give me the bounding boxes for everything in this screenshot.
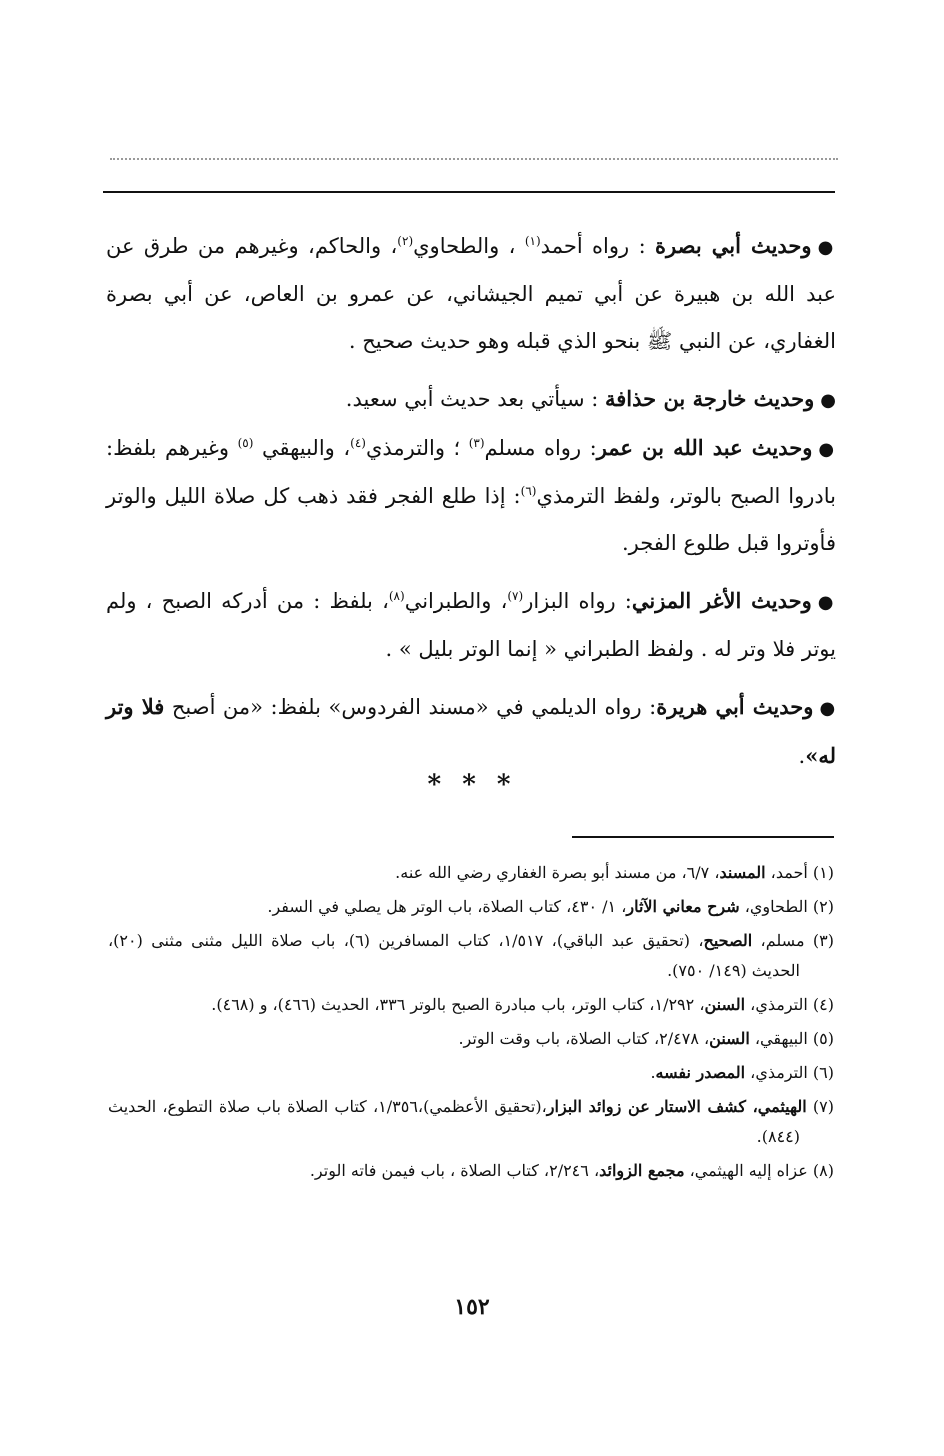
footnote-book-title: الصحيح: [703, 931, 753, 950]
footnote-ref[interactable]: (٧): [507, 589, 524, 603]
paragraph-text: ، والطحاوي: [413, 234, 525, 258]
footnote-number: (٦): [812, 1063, 834, 1082]
footnote-ref[interactable]: (٤): [350, 436, 366, 450]
footnote-number: (٥): [812, 1029, 834, 1048]
bullet-icon: ●: [817, 592, 836, 613]
footnote-text: أحمد،: [765, 863, 808, 882]
paragraph-text: : رواه الديلمي في «مسند الفردوس» بلفظ: «من أصبح: [164, 695, 657, 719]
footnote-1: [108, 858, 834, 888]
hadith-title: وحديث أبي بصرة: [655, 233, 812, 258]
footnote-text: ، ٢/٤٧٨، كتاب الصلاة، باب وقت الوتر.: [458, 1029, 710, 1048]
footnote-ref[interactable]: (٢): [397, 234, 414, 248]
hadith-title: وحديث أبي هريرة: [656, 694, 814, 719]
footnote-book-title: الهيثمي، كشف الاستار عن زوائد البزار: [546, 1097, 807, 1116]
footnote-7: [108, 1092, 834, 1152]
bullet-icon: ●: [820, 390, 836, 411]
footnote-number: (٤): [812, 995, 834, 1014]
footnote-number: (٨): [812, 1161, 834, 1180]
paragraph-abu-huraira: [106, 683, 836, 780]
footnote-text: الترمذي،: [745, 1063, 808, 1082]
dotted-header-line: [110, 158, 838, 160]
paragraph-text: : سيأتي بعد حديث أبي سعيد.: [345, 387, 605, 411]
footnote-book-title: السنن: [709, 1029, 750, 1048]
paragraph-text: .: [798, 744, 806, 768]
footnote-number: (٢): [812, 897, 834, 916]
paragraph-text: : رواه مسلم: [484, 436, 597, 460]
header-rule: [103, 191, 835, 193]
paragraph-text: : رواه أحمد: [540, 234, 656, 258]
paragraph-kharija: [106, 375, 836, 424]
paragraph-agharr: [106, 577, 836, 673]
bullet-icon: ●: [818, 439, 836, 460]
hadith-title: وحديث خارجة بن حذافة: [605, 386, 815, 411]
footnote-6: [108, 1058, 834, 1088]
footnote-8: [108, 1156, 834, 1186]
footnote-book-title: المصدر نفسه: [655, 1063, 746, 1082]
paragraph-text: ، بلفظ : من أدركه الصبح ، ولم يوتر فلا وتر له . ولفظ الطبراني « إنما الوتر بليل » .: [106, 589, 836, 661]
footnote-number: (١): [812, 863, 834, 882]
footnote-text: ، (تحقيق عبد الباقي)، ١/٥١٧، كتاب المسافرين (٦)، باب صلاة الليل مثنى مثنى (٢٠)، الحديث (١٤٩/ ٧٥٠).: [108, 931, 800, 980]
footnote-book-title: السنن: [704, 995, 746, 1014]
footnote-rule: [572, 836, 834, 838]
footnote-book-title: المسند: [719, 863, 766, 882]
hadith-title: وحديث عبد الله بن عمر: [596, 435, 813, 460]
footnote-text: .: [650, 1063, 656, 1082]
main-text: [106, 222, 836, 780]
footnote-text: ، ٦/٧، من مسند أبو بصرة الغفاري رضي الله عنه.: [395, 863, 720, 882]
footnote-ref[interactable]: (٦): [520, 484, 537, 498]
hadith-title: وحديث الأغر المزني: [631, 588, 812, 613]
paragraph-abu-basra: [106, 222, 836, 365]
quote-text: فلا وتر له»: [106, 694, 836, 768]
paragraph-text: : رواه البزار: [523, 589, 632, 613]
footnote-ref[interactable]: (٥): [237, 436, 254, 450]
footnote-text: الطحاوي،: [739, 897, 808, 916]
paragraph-text: ، والحاكم، وغيرهم من طرق عن عبد الله بن هبيرة عن أبي تميم الجيشاني، عن عمرو بن العاص، عن أبي بصرة الغفاري، عن النبي ﷺ بنحو الذي قبله وهو حديث صحيح .: [106, 234, 836, 353]
paragraph-text: ؛ والترمذي: [365, 436, 469, 460]
footnote-4: [108, 990, 834, 1020]
footnote-text: مسلم،: [752, 931, 805, 950]
footnote-text: ، ٢/٢٤٦، كتاب الصلاة ، باب فيمن فاته الوتر.: [309, 1161, 600, 1180]
footnote-book-title: شرح معاني الآثار: [626, 897, 740, 916]
footnotes: [108, 858, 834, 1190]
paragraph-text: وغيرهم بلفظ: بادروا الصبح بالوتر، ولفظ الترمذي: [106, 436, 836, 508]
bullet-icon: ●: [817, 237, 836, 258]
paragraph-text: : إذا طلع الفجر فقد ذهب كل صلاة الليل والوتر فأوتروا قبل طلوع الفجر.: [106, 484, 836, 555]
footnote-number: (٧): [812, 1097, 834, 1116]
page-number: ١٥٢: [454, 1294, 490, 1320]
bullet-icon: ●: [819, 698, 836, 719]
footnote-text: البيهقي،: [749, 1029, 808, 1048]
footnote-text: ، ١/ ٤٣٠، كتاب الصلاة، باب الوتر هل يصلي في السفر.: [267, 897, 627, 916]
footnote-text: ، ١/٢٩٢، كتاب الوتر، باب مبادرة الصبح بالوتر ٣٣٦، الحديث (٤٦٦)، و (٤٦٨).: [211, 995, 705, 1014]
footnote-ref[interactable]: (١): [524, 234, 541, 248]
footnote-5: [108, 1024, 834, 1054]
paragraph-text: ، والطبراني: [404, 589, 508, 613]
paragraph-text: ، والبيهقي: [253, 436, 351, 460]
paragraph-ibn-umar: [106, 424, 836, 567]
footnote-text: عزاه إليه الهيثمي،: [684, 1161, 808, 1180]
footnote-3: [108, 926, 834, 986]
footnote-ref[interactable]: (٣): [468, 436, 485, 450]
footnote-text: ،(تحقيق الأعظمي)،١/٣٥٦، كتاب الصلاة باب صلاة التطوع، الحديث (٨٤٤).: [108, 1097, 800, 1146]
footnote-number: (٣): [812, 931, 834, 950]
footnote-text: الترمذي،: [745, 995, 808, 1014]
footnote-2: [108, 892, 834, 922]
footnote-book-title: مجمع الزوائد: [599, 1161, 685, 1180]
footnote-ref[interactable]: (٨): [388, 589, 405, 603]
section-separator: * * *: [427, 770, 517, 800]
